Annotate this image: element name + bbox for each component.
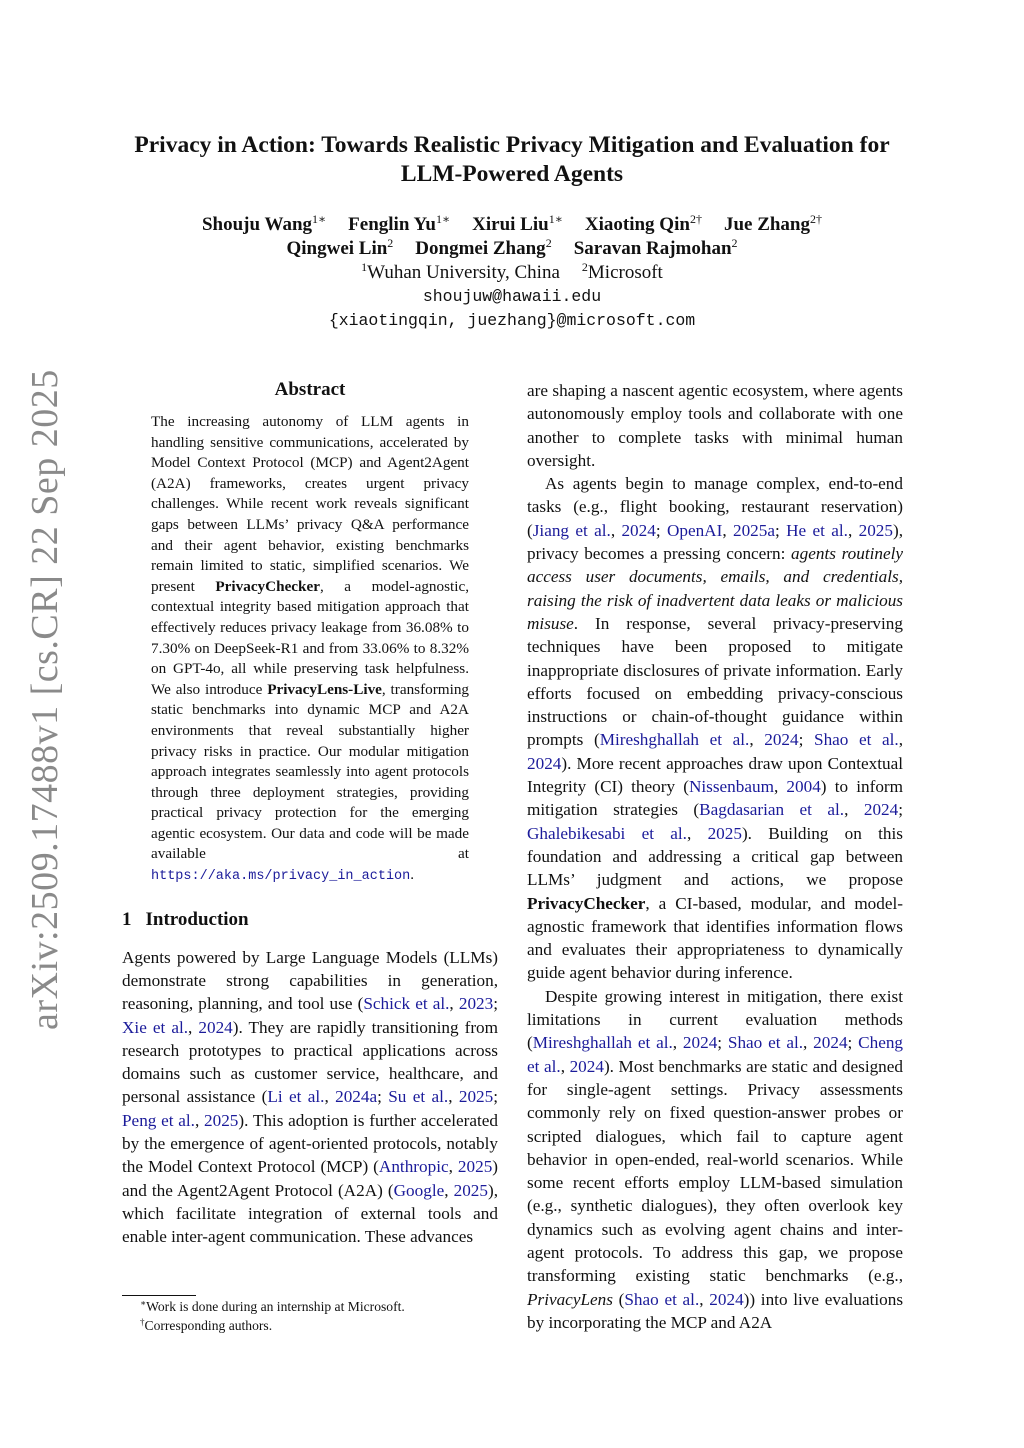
right-column <box>527 379 903 1334</box>
citation-link[interactable]: Bagdasarian et al. <box>699 800 845 820</box>
citation-link[interactable]: Shao et al. <box>727 1033 804 1053</box>
citation-link[interactable]: Shao et al. <box>814 730 899 750</box>
affiliation: $^2$Microsoft <box>581 260 663 283</box>
footnote-internship: ∗Work is done during an internship at Microsoft. <box>140 1298 405 1314</box>
citation-link[interactable]: Jiang et al. <box>532 520 611 540</box>
title-line-2: LLM-Powered Agents <box>400 161 624 187</box>
citation-link[interactable]: 2025 <box>858 520 893 540</box>
citation-link[interactable]: 2004 <box>786 777 821 797</box>
citation-link[interactable]: 2023 <box>458 994 494 1014</box>
citation-link[interactable]: OpenAI <box>666 520 723 540</box>
citation-link[interactable]: He et al. <box>786 520 848 540</box>
citation-link[interactable]: Xie et al. <box>122 1017 189 1037</box>
author-email-1: shoujuw@hawaii.edu <box>422 287 602 306</box>
code-link[interactable]: https://aka.ms/privacy_in_action <box>151 869 411 885</box>
author-name: Shouju Wang$^{1∗}$ <box>201 212 327 235</box>
citation-link[interactable]: 2024 <box>863 800 899 820</box>
arxiv-identifier-stamp: arXiv:2509.17488v1 [cs.CR] 22 Sep 2025 <box>24 369 66 1030</box>
citation-link[interactable]: 2024 <box>198 1017 233 1037</box>
paragraph: are shaping a nascent agentic ecosystem, where agents autonomously employ tools and collaborate with one another to complete tasks with minimal human oversight. <box>527 381 903 470</box>
citation-link[interactable]: 2024a <box>335 1087 378 1107</box>
footnote-corresponding: †Corresponding authors. <box>140 1317 273 1333</box>
citation-link[interactable]: 2025a <box>732 520 775 540</box>
citation-link[interactable]: 2024 <box>569 1056 604 1076</box>
affiliation: $^1$Wuhan University, China <box>361 260 560 283</box>
author-name: Jue Zhang$^{2\dagger}$ <box>723 212 822 235</box>
citation-link[interactable]: Cheng et al. <box>527 1033 904 1076</box>
citation-link[interactable]: 2025 <box>707 823 742 843</box>
citation-link[interactable]: Anthropic <box>378 1157 449 1177</box>
author-name: Saravan Rajmohan$^2$ <box>573 236 738 259</box>
introduction-paragraph: Agents powered by Large Language Models (LLMs) demonstrate strong capabilities in generation, reasoning, planning, and tool use (Schick et al., 2023; Xie et al., 2024). They are rapidly transitioning from research prototypes to practical applications across domains such as customer service, healthcare, and personal assistance (Li et al., 2024a; Su et al., 2025; Peng et al., 2025). This adoption is further accelerated by the emergence of agent-oriented protocols, notably the Model Context Protocol (MCP) (Anthropic, 2025) and the Agent2Agent Protocol (A2A) (Google, 2025), which facilitate integration of external tools and enable inter-agent communication. These advances <box>122 947 499 1247</box>
citation-link[interactable]: 2024 <box>764 730 799 750</box>
left-column <box>122 378 498 1249</box>
citation-link[interactable]: Nissenbaum <box>688 777 774 797</box>
author-block <box>100 213 924 333</box>
citation-link[interactable]: Peng et al. <box>122 1110 195 1130</box>
citation-link[interactable]: Shao et al. <box>624 1289 700 1309</box>
author-name: Qingwei Lin$^2$ <box>286 236 394 259</box>
affiliations <box>100 261 924 285</box>
author-name: Xirui Liu$^{1∗}$ <box>472 212 563 235</box>
citation-link[interactable]: Ghalebikesabi et al. <box>527 823 687 843</box>
citation-link[interactable]: 2025 <box>458 1087 494 1107</box>
abstract-heading: Abstract <box>274 379 346 400</box>
citation-link[interactable]: 2024 <box>682 1033 718 1053</box>
citation-link[interactable]: 2025 <box>457 1157 493 1177</box>
citation-link[interactable]: Mireshghallah et al. <box>599 730 750 750</box>
author-name: Xiaoting Qin$^{2\dagger}$ <box>584 212 702 235</box>
citation-link[interactable]: 2024 <box>709 1289 744 1309</box>
author-name: Fenglin $Yu^{1∗}$ <box>348 212 451 235</box>
citation-link[interactable]: 2025 <box>204 1110 239 1130</box>
citation-link[interactable]: 2024 <box>527 753 562 773</box>
footnotes <box>140 1297 500 1335</box>
abstract-body: The increasing autonomy of LLM agents in handling sensitive communications, accelerated by Model Context Protocol (MCP) and Agent2Agent (A2A) frameworks, creates urgent privacy challenges. While recent work reveals significant gaps between LLMs’ privacy Q&A performance and their agent behavior, existing benchmarks remain limited to static, simplified scenarios. We present PrivacyChecker, a model-agnostic, contextual integrity based mitigation approach that effectively reduces privacy leakage from 36.08% to 7.30% on DeepSeek-R1 and from 33.06% to 8.32% on GPT-4o, all while preserving task helpfulness. We also introduce PrivacyLens-Live, transforming static benchmarks into dynamic MCP and A2A environments that reveal substantially higher privacy risks in practice. Our modular mitigation approach integrates seamlessly into agent protocols through three deployment strategies, providing practical privacy protection for the emerging agentic ecosystem. Our data and code will be made available at https://aka.ms/privacy_in_action. <box>151 413 470 885</box>
citation-link[interactable]: 2024 <box>621 520 656 540</box>
citation-link[interactable]: Su et al. <box>388 1087 449 1107</box>
author-row-2 <box>100 237 924 261</box>
section-heading-introduction: 1 Introduction <box>122 908 249 930</box>
footnote-divider <box>122 1295 196 1296</box>
author-email-2: {xiaotingqin, juezhang}@microsoft.com <box>328 311 696 330</box>
author-name: Dongmei Zhang$^2$ <box>415 236 552 259</box>
author-row-1 <box>100 213 924 237</box>
paper-title <box>100 131 924 189</box>
citation-link[interactable]: Li et al. <box>267 1087 325 1107</box>
paragraph: As agents begin to manage complex, end-to-end tasks (e.g., flight booking, restaurant reservation) (Jiang et al., 2024; OpenAI, 2025a; He et al., 2025), privacy becomes a pressing concern: agents routinely access user documents, emails, and credentials, raising the risk of inadvertent data leaks or malicious misuse. In response, several privacy-preserving techniques have been proposed to mitigate inappropriate disclosures of private information. Early efforts focused on embedding privacy-conscious instructions or chain-of-thought guidance within prompts (Mireshghallah et al., 2024; Shao et al., 2024). More recent approaches draw upon Contextual Integrity (CI) theory (Nissenbaum, 2004) to inform mitigation strategies (Bagdasarian et al., 2024; Ghalebikesabi et al., 2025). Building on this foundation and addressing a critical gap between LLMs’ judgment and actions, we propose PrivacyChecker, a CI-based, modular, and model-agnostic framework that identifies information flows and evaluates their appropriateness to dynamically guide agent behavior during inference. <box>527 474 904 983</box>
citation-link[interactable]: Schick et al. <box>363 994 450 1014</box>
paragraph: Despite growing interest in mitigation, there exist limitations in current evaluation methods (Mireshghallah et al., 2024; Shao et al., 2024; Cheng et al., 2024). Most benchmarks are static and designed for single-agent settings. Privacy assessments commonly rely on fixed question-answer probes or scripted dialogues, which fail to capture agent behavior in open-ended, real-world scenarios. While some recent efforts employ LLM-based simulation (e.g., synthetic dialogues), they often overlook key dynamics such as evolving agent chains and inter-agent protocols. To address this gap, we propose transforming existing static benchmarks (e.g., PrivacyLens (Shao et al., 2024)) into live evaluations by incorporating the MCP and A2A <box>527 986 904 1332</box>
citation-link[interactable]: Mireshghallah et al. <box>532 1033 673 1053</box>
title-line-1: Privacy in Action: Towards Realistic Privacy Mitigation and Evaluation for <box>134 132 890 158</box>
citation-link[interactable]: 2025 <box>453 1180 488 1200</box>
citation-link[interactable]: Google <box>393 1180 445 1200</box>
citation-link[interactable]: 2024 <box>813 1033 848 1053</box>
